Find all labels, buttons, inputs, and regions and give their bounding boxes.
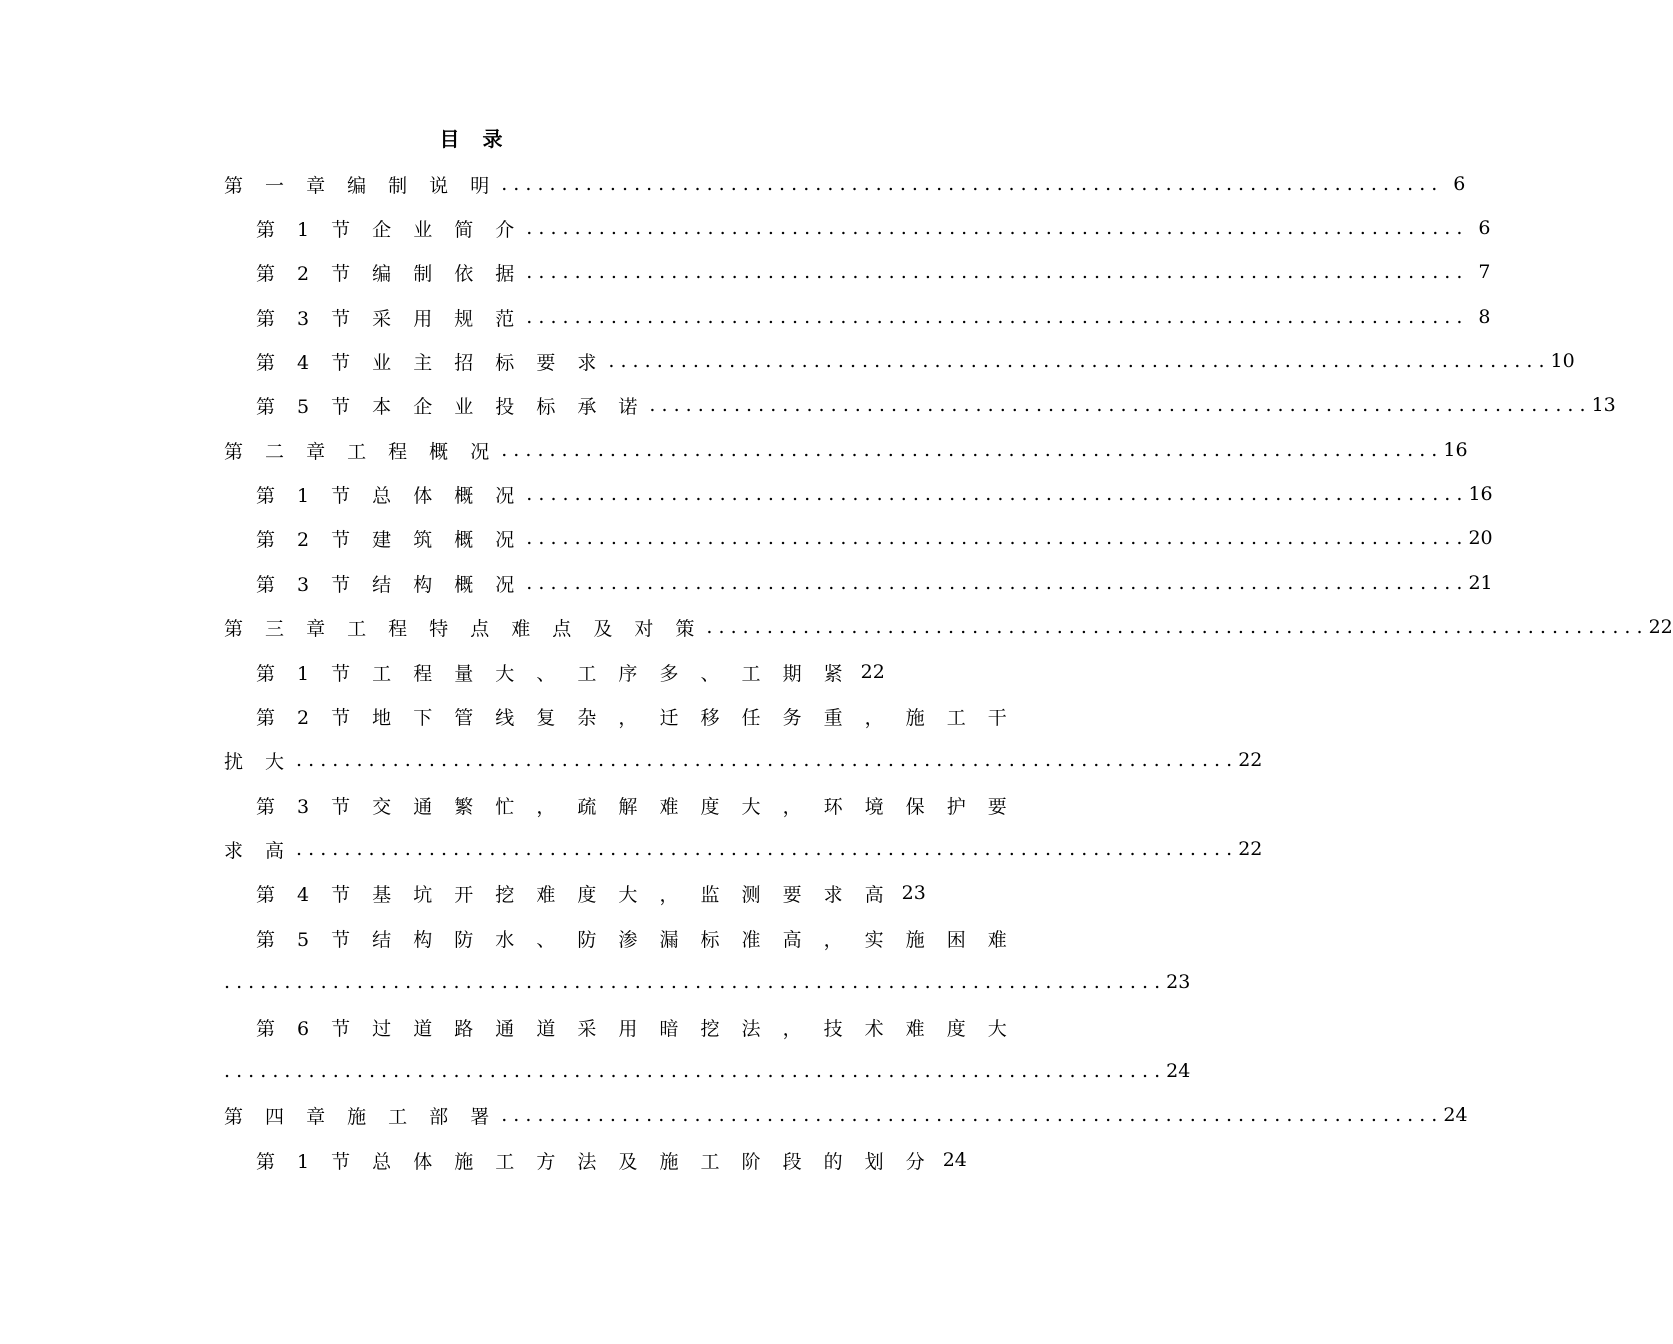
dot-leader [526,572,1462,594]
entry-page: 16 [1468,483,1493,505]
entry-page: 8 [1478,306,1491,328]
entry-label: 业 主 招 标 要 求 [372,351,605,374]
entry-page: 24 [942,1149,967,1171]
entry-label: 总 体 施 工 方 法 及 施 工 阶 段 的 划 分 [372,1150,933,1173]
entry-number: 第 1 节 [256,218,359,241]
toc-entry-continued[interactable] [224,966,1191,998]
dot-leader [501,1104,1437,1126]
entry-number: 第 1 节 [256,662,359,685]
toc-entry[interactable] [224,1099,1468,1131]
entry-label: 企 业 简 介 [372,218,523,241]
dot-leader [224,1060,1160,1082]
dot-leader [526,527,1462,549]
toc-entry[interactable] [256,1011,1015,1043]
entry-page: 22 [1648,616,1673,638]
entry-page: 16 [1443,439,1468,461]
entry-number: 第 2 节 [256,528,359,551]
toc-entry[interactable] [256,478,1493,510]
entry-page: 21 [1468,572,1493,594]
entry-page: 6 [1478,217,1491,239]
dot-leader [296,749,1232,771]
entry-label: 结 构 防 水 、 防 渗 漏 标 准 高 ， 实 施 困 难 [372,928,1015,951]
toc-entry[interactable] [224,611,1673,643]
dot-leader [224,971,1160,993]
entry-number: 第 四 章 [224,1105,334,1128]
toc-entry[interactable] [256,700,1015,732]
entry-number: 第 4 节 [256,883,359,906]
entry-page: 23 [1166,971,1191,993]
entry-number: 第 6 节 [256,1017,359,1040]
dot-leader [526,217,1462,239]
dot-leader [649,394,1585,416]
entry-page: 7 [1478,261,1491,283]
entry-number: 第 一 章 [224,174,334,197]
toc-entry[interactable] [256,789,1015,821]
toc-entry-continued[interactable] [224,1055,1191,1087]
toc-entry[interactable] [256,877,926,909]
entry-label: 地 下 管 线 复 杂 ， 迁 移 任 务 重 ， 施 工 干 [372,706,1015,729]
entry-label: 扰 大 [224,750,293,773]
entry-number: 第 3 节 [256,795,359,818]
entry-page: 6 [1453,173,1466,195]
toc-entry[interactable] [256,256,1491,288]
toc-entry-continued[interactable] [224,833,1263,865]
entry-number: 第 三 章 [224,617,334,640]
entry-number: 第 3 节 [256,573,359,596]
entry-label: 工 程 特 点 难 点 及 对 策 [347,617,703,640]
toc-entry[interactable] [256,656,885,688]
entry-label: 建 筑 概 况 [372,528,523,551]
toc-entry[interactable] [224,434,1468,466]
entry-number: 第 5 节 [256,928,359,951]
toc-entry[interactable] [256,301,1491,333]
dot-leader [526,261,1462,283]
dot-leader [501,173,1437,195]
entry-label: 编 制 依 据 [372,262,523,285]
entry-label: 工 程 量 大 、 工 序 多 、 工 期 紧 [372,662,851,685]
entry-page: 24 [1443,1104,1468,1126]
dot-leader [608,350,1544,372]
toc-entry[interactable] [256,567,1493,599]
entry-number: 第 1 节 [256,1150,359,1173]
entry-number: 第 3 节 [256,307,359,330]
entry-label: 施 工 部 署 [347,1105,498,1128]
entry-page: 22 [1238,749,1263,771]
entry-page: 23 [901,882,926,904]
entry-number: 第 1 节 [256,484,359,507]
entry-number: 第 2 节 [256,706,359,729]
entry-number: 第 二 章 [224,440,334,463]
toc-entry-continued[interactable] [224,744,1263,776]
entry-page: 13 [1591,394,1616,416]
entry-label: 采 用 规 范 [372,307,523,330]
entry-number: 第 2 节 [256,262,359,285]
entry-number: 第 4 节 [256,351,359,374]
toc-entry[interactable] [256,389,1616,421]
entry-number: 第 5 节 [256,395,359,418]
toc-entry[interactable] [224,168,1466,200]
entry-label: 工 程 概 况 [347,440,498,463]
entry-page: 22 [860,661,885,683]
dot-leader [526,483,1462,505]
toc-entry[interactable] [256,1144,967,1176]
entry-label: 编 制 说 明 [347,174,498,197]
entry-page: 10 [1550,350,1575,372]
toc-entry[interactable] [256,522,1493,554]
dot-leader [501,439,1437,461]
entry-page: 20 [1468,527,1493,549]
entry-label: 过 道 路 通 道 采 用 暗 挖 法 ， 技 术 难 度 大 [372,1017,1015,1040]
toc-entry[interactable] [256,212,1491,244]
entry-label: 本 企 业 投 标 承 诺 [372,395,646,418]
entry-page: 22 [1238,838,1263,860]
entry-label: 结 构 概 况 [372,573,523,596]
dot-leader [706,616,1642,638]
entry-page: 24 [1166,1060,1191,1082]
entry-label: 总 体 概 况 [372,484,523,507]
dot-leader [526,306,1462,328]
entry-label: 基 坑 开 挖 难 度 大 ， 监 测 要 求 高 [372,883,892,906]
toc-entry[interactable] [256,922,1015,954]
dot-leader [296,838,1232,860]
entry-label: 求 高 [224,839,293,862]
toc-title: 目 录 [439,127,511,151]
toc-entry[interactable] [256,345,1575,377]
entry-label: 交 通 繁 忙 ， 疏 解 难 度 大 ， 环 境 保 护 要 [372,795,1015,818]
